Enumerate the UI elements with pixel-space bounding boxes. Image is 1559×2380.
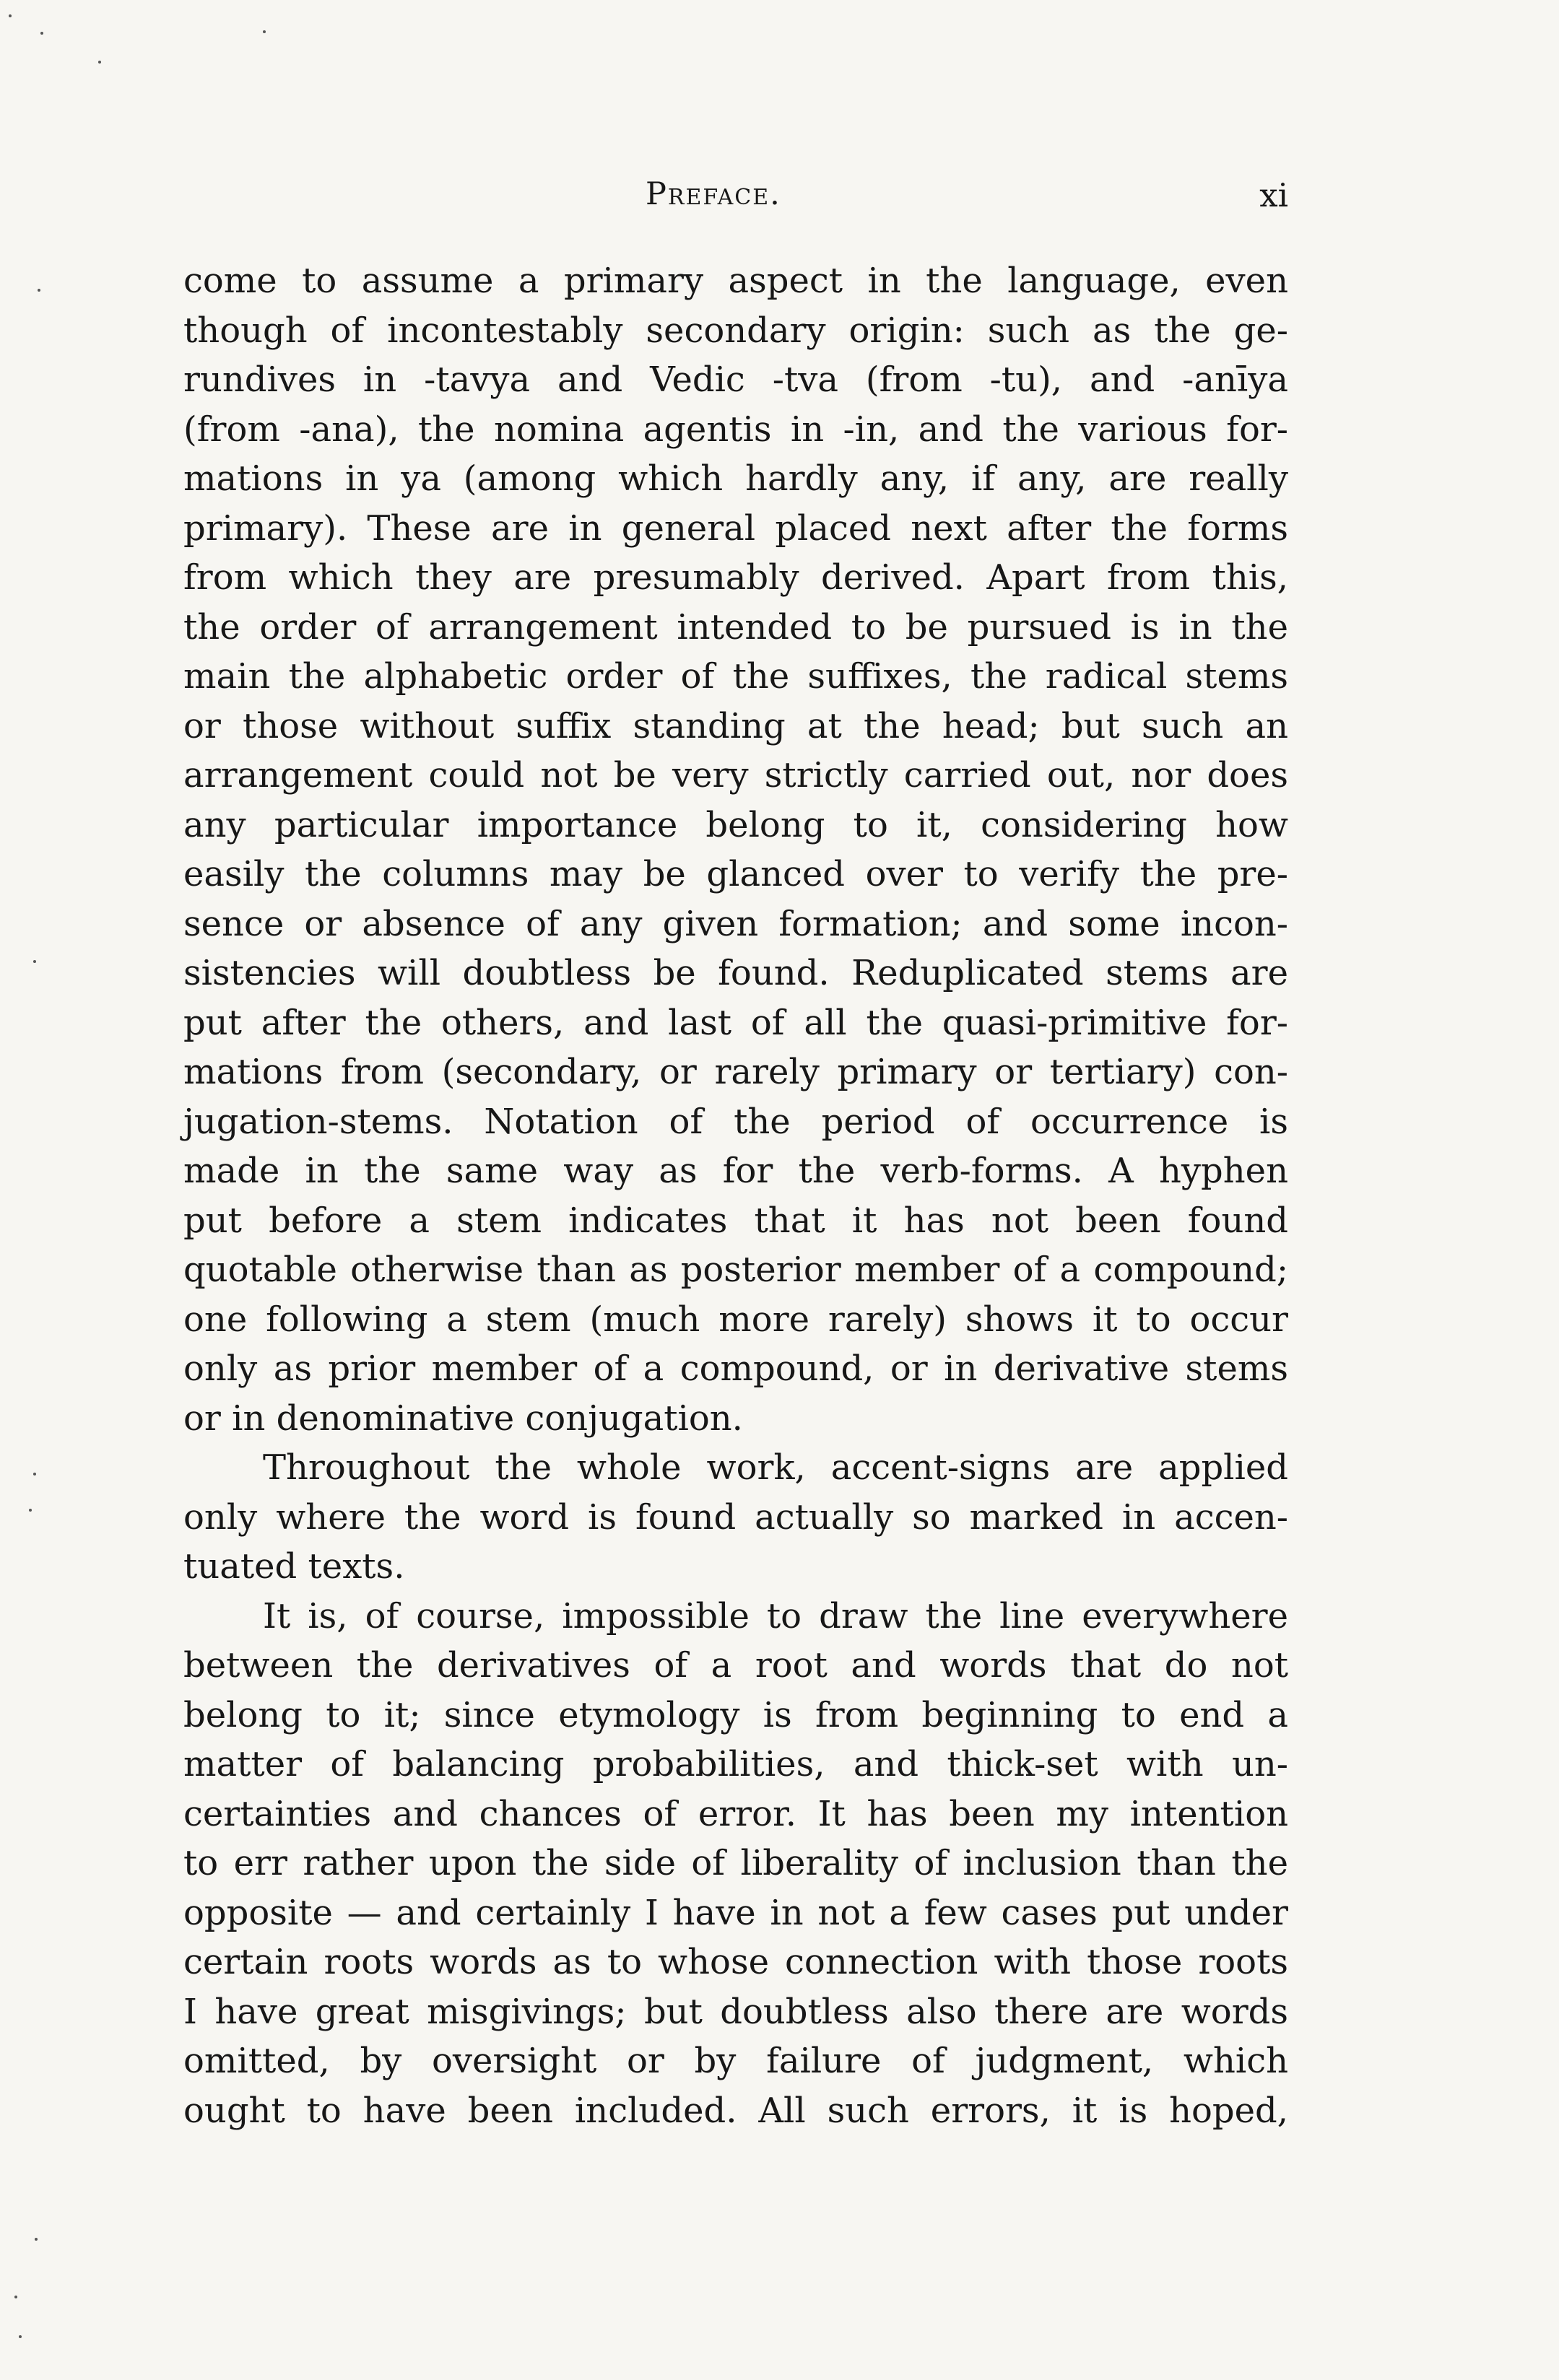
text-line: ought to have been included. All such errors, it is hoped,: [183, 2090, 1288, 2131]
text-line: main the alphabetic order of the suffixes, the radical stems: [183, 656, 1288, 697]
text-line: jugation-stems. Notation of the period of occurrence is: [183, 1101, 1288, 1142]
text-line: mations from (secondary, or rarely primary or tertiary) con-: [183, 1052, 1288, 1092]
text-line: quotable otherwise than as posterior member of a compound;: [183, 1250, 1288, 1290]
text-line: any particular importance belong to it, considering how: [183, 804, 1288, 845]
text-line: (from -ana), the nomina agentis in -in, and the various for-: [183, 409, 1288, 450]
running-title: Preface.: [646, 176, 781, 212]
text-line: I have great misgivings; but doubtless also there are words: [183, 1991, 1288, 2032]
text-line: sistencies will doubtless be found. Reduplicated stems are: [183, 953, 1288, 993]
speck: [33, 960, 36, 963]
speck: [9, 14, 12, 17]
speck: [40, 32, 43, 35]
text-line: arrangement could not be very strictly carried out, nor does: [183, 755, 1288, 795]
text-line: belong to it; since etymology is from beginning to end a: [183, 1694, 1288, 1735]
paragraph-end-line: or in denominative conjugation.: [183, 1398, 743, 1439]
speck: [29, 1509, 32, 1512]
text-line: or those without suffix standing at the head; but such an: [183, 705, 1288, 746]
text-line: between the derivatives of a root and words that do not: [183, 1645, 1288, 1686]
running-head: [183, 176, 1288, 219]
text-line: one following a stem (much more rarely) shows it to occur: [183, 1299, 1288, 1340]
text-line: omitted, by oversight or by failure of judgment, which: [183, 2041, 1288, 2081]
body-text: [183, 256, 1288, 2135]
paragraph-start-line: Throughout the whole work, accent-signs are applied: [263, 1447, 1288, 1488]
text-line: the order of arrangement intended to be pursued is in the: [183, 606, 1288, 648]
speck: [33, 1473, 36, 1475]
text-line: certainties and chances of error. It has been my intention: [183, 1793, 1288, 1834]
text-line: to err rather upon the side of liberality of inclusion than the: [183, 1843, 1288, 1883]
text-line: put after the others, and last of all the quasi-primitive for-: [183, 1002, 1288, 1043]
text-line: from which they are presumably derived. Apart from this,: [183, 557, 1288, 598]
text-line: primary). These are in general placed next after the forms: [183, 507, 1288, 549]
text-line: rundives in -tavya and Vedic -tva (from -tu), and -anīya: [183, 359, 1288, 400]
text-line: come to assume a primary aspect in the language, even: [183, 261, 1288, 301]
speck: [19, 2335, 22, 2338]
paragraph-start-line: It is, of course, impossible to draw the line everywhere: [263, 1595, 1288, 1636]
text-line: made in the same way as for the verb-forms. A hyphen: [183, 1151, 1288, 1191]
text-line: matter of balancing probabilities, and thick-set with un-: [183, 1744, 1288, 1784]
text-line: opposite — and certainly I have in not a few cases put under: [183, 1892, 1288, 1933]
text-line: certain roots words as to whose connection with those roots: [183, 1942, 1288, 1982]
text-line: mations in ya (among which hardly any, if any, are really: [183, 458, 1288, 499]
text-line: though of incontestably secondary origin: such as the ge-: [183, 310, 1288, 351]
text-line: only where the word is found actually so marked in accen-: [183, 1496, 1288, 1538]
speck: [38, 289, 40, 292]
speck: [35, 2238, 38, 2241]
paragraph-end-line: tuated texts.: [183, 1546, 405, 1587]
speck: [14, 2296, 17, 2298]
text-line: sence or absence of any given formation; and some incon-: [183, 903, 1288, 944]
speck: [263, 30, 266, 33]
text-line: easily the columns may be glanced over to verify the pre-: [183, 854, 1288, 894]
text-line: only as prior member of a compound, or in derivative stems: [183, 1348, 1288, 1389]
page-number: xi: [1259, 176, 1288, 214]
text-line: put before a stem indicates that it has not been found: [183, 1200, 1288, 1241]
speck: [98, 61, 101, 64]
